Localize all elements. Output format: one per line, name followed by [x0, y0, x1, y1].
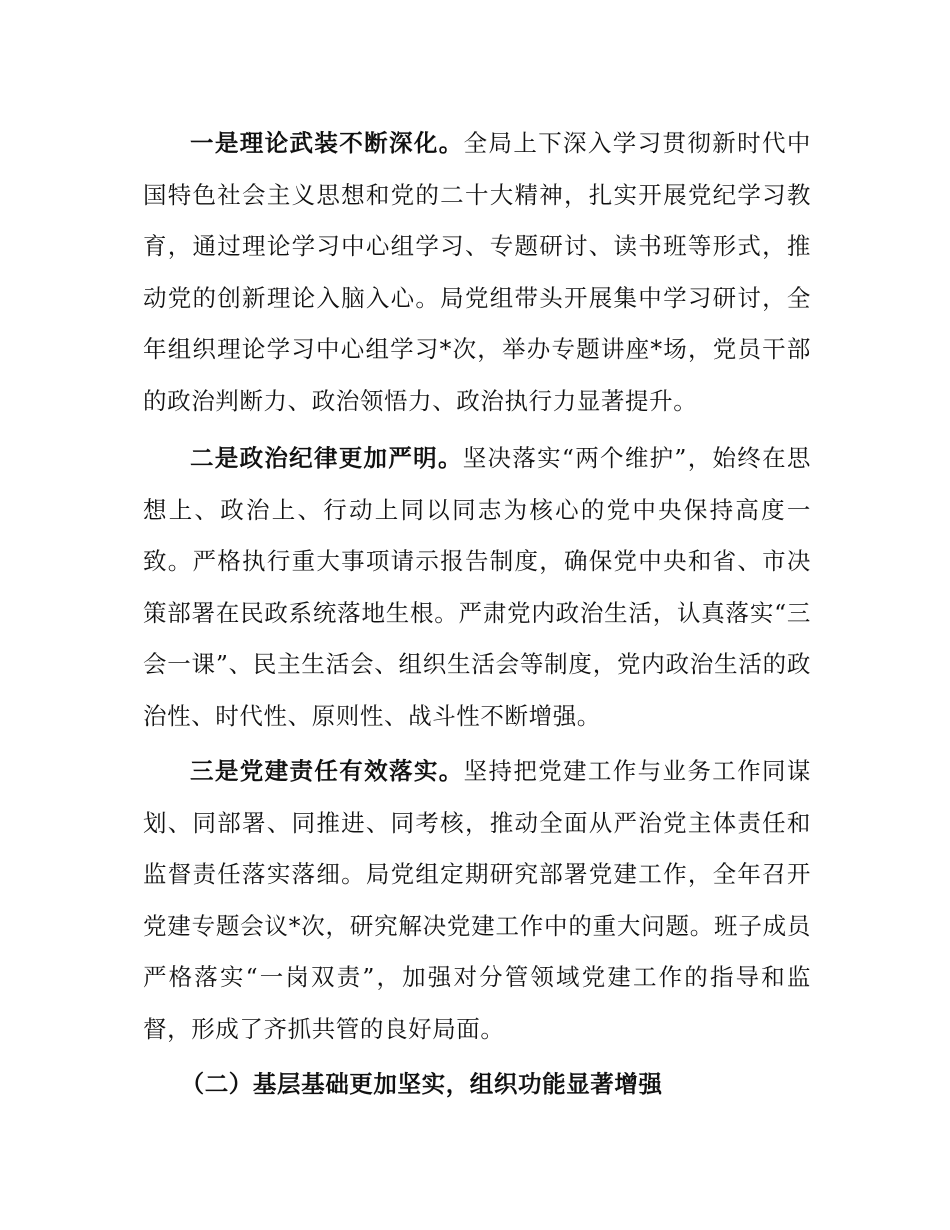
paragraph-lead: 三是党建责任有效落实。 — [190, 757, 464, 785]
paragraph-theory-arming — [143, 118, 811, 427]
paragraph-lead: 一是理论武装不断深化。 — [190, 129, 464, 157]
section-heading: （二）基层基础更加坚实，组织功能显著增强 — [180, 1070, 663, 1098]
paragraph-political-discipline — [143, 433, 811, 742]
paragraph-body: 坚决落实“两个维护”，始终在思想上、政治上、行动上同以同志为核心的党中央保持高度一致。严格执行重大事项请示报告制度，确保党中央和省、市决策部署在民政系统落地生根。严肃党内政治生活，认真落实“三会一课”、民主生活会、组织生活会等制度，党内政治生活的政治性、时代性、原则性、战斗性不断增强。 — [143, 444, 811, 730]
paragraph-lead: 二是政治纪律更加严明。 — [190, 444, 463, 472]
paragraph-body: 全局上下深入学习贯彻新时代中国特色社会主义思想和党的二十大精神，扎实开展党纪学习教育，通过理论学习中心组学习、专题研讨、读书班等形式，推动党的创新理论入脑入心。局党组带头开展集中学习研讨，全年组织理论学习中心组学习*次，举办专题讲座*场，党员干部的政治判断力、政治领悟力、政治执行力显著提升。 — [143, 129, 811, 415]
paragraph-body: 坚持把党建工作与业务工作同谋划、同部署、同推进、同考核，推动全面从严治党主体责任和监督责任落实落细。局党组定期研究部署党建工作，全年召开党建专题会议*次，研究解决党建工作中的重大问题。班子成员严格落实“一岗双责”，加强对分管领域党建工作的指导和监督，形成了齐抓共管的良好局面。 — [143, 757, 811, 1043]
paragraph-party-building-responsibility — [143, 746, 811, 1055]
